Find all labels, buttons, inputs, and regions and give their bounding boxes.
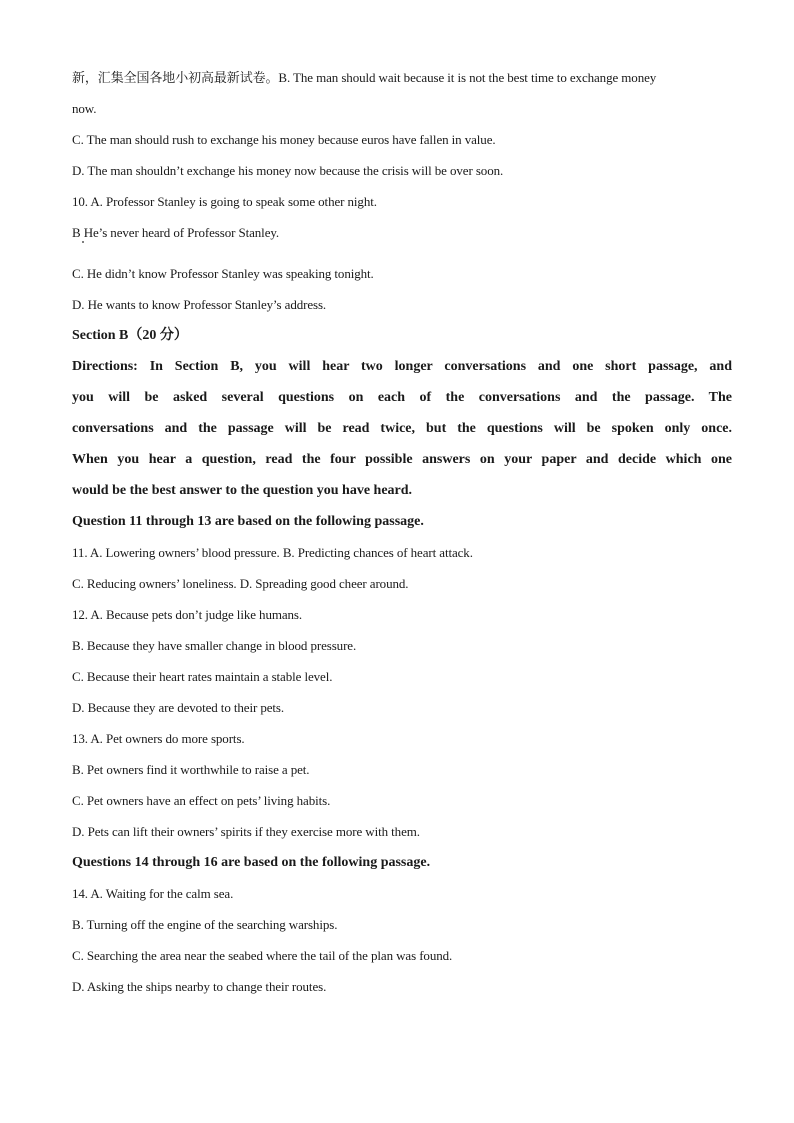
option-10d: D. He wants to know Professor Stanley’s address. bbox=[72, 297, 327, 312]
option-12c: C. Because their heart rates maintain a stable level. bbox=[72, 669, 333, 684]
section-b-heading: Section B（20 分） bbox=[72, 328, 188, 343]
option-10c: C. He didn’t know Professor Stanley was speaking tonight. bbox=[72, 266, 374, 281]
question-group-11-13-heading: Question 11 through 13 are based on the following passage. bbox=[72, 514, 424, 529]
option-10a: 10. A. Professor Stanley is going to speak some other night. bbox=[72, 194, 377, 209]
stray-dot-mark bbox=[82, 241, 84, 243]
directions-line-1: Directions: In Section B, you will hear two longer conversations and one short passage, and bbox=[72, 359, 732, 374]
option-14d: D. Asking the ships nearby to change their routes. bbox=[72, 979, 327, 994]
option-12d: D. Because they are devoted to their pets. bbox=[72, 700, 285, 715]
option-12a: 12. A. Because pets don’t judge like humans. bbox=[72, 607, 303, 622]
option-9b-line-1: 新，汇集全国各地小初高最新试卷。B. The man should wait because it is not the best time to exchange money bbox=[72, 70, 657, 85]
directions-line-3: conversations and the passage will be read twice, but the questions will be spoken only once. bbox=[72, 421, 732, 436]
option-14c: C. Searching the area near the seabed where the tail of the plan was found. bbox=[72, 948, 453, 963]
question-group-14-16-heading: Questions 14 through 16 are based on the following passage. bbox=[72, 855, 431, 870]
document-page bbox=[72, 62, 732, 1002]
directions-line-4: When you hear a question, read the four possible answers on your paper and decide which one bbox=[72, 452, 732, 467]
option-12b: B. Because they have smaller change in blood pressure. bbox=[72, 638, 357, 653]
option-13d: D. Pets can lift their owners’ spirits if they exercise more with them. bbox=[72, 824, 420, 839]
directions-line-5: would be the best answer to the question you have heard. bbox=[72, 483, 413, 498]
option-11cd: C. Reducing owners’ loneliness. D. Spreading good cheer around. bbox=[72, 576, 409, 591]
option-9b-line-2: now. bbox=[72, 101, 97, 116]
option-10b: B He’s never heard of Professor Stanley. bbox=[72, 225, 280, 240]
option-9d: D. The man shouldn’t exchange his money now because the crisis will be over soon. bbox=[72, 163, 504, 178]
option-9c: C. The man should rush to exchange his money because euros have fallen in value. bbox=[72, 132, 496, 147]
option-13b: B. Pet owners find it worthwhile to raise a pet. bbox=[72, 762, 310, 777]
option-14b: B. Turning off the engine of the searching warships. bbox=[72, 917, 338, 932]
option-14a: 14. A. Waiting for the calm sea. bbox=[72, 886, 234, 901]
option-13c: C. Pet owners have an effect on pets’ living habits. bbox=[72, 793, 331, 808]
option-11ab: 11. A. Lowering owners’ blood pressure. B. Predicting chances of heart attack. bbox=[72, 545, 473, 560]
directions-line-2: you will be asked several questions on each of the conversations and the passage. The bbox=[72, 390, 732, 405]
option-13a: 13. A. Pet owners do more sports. bbox=[72, 731, 245, 746]
